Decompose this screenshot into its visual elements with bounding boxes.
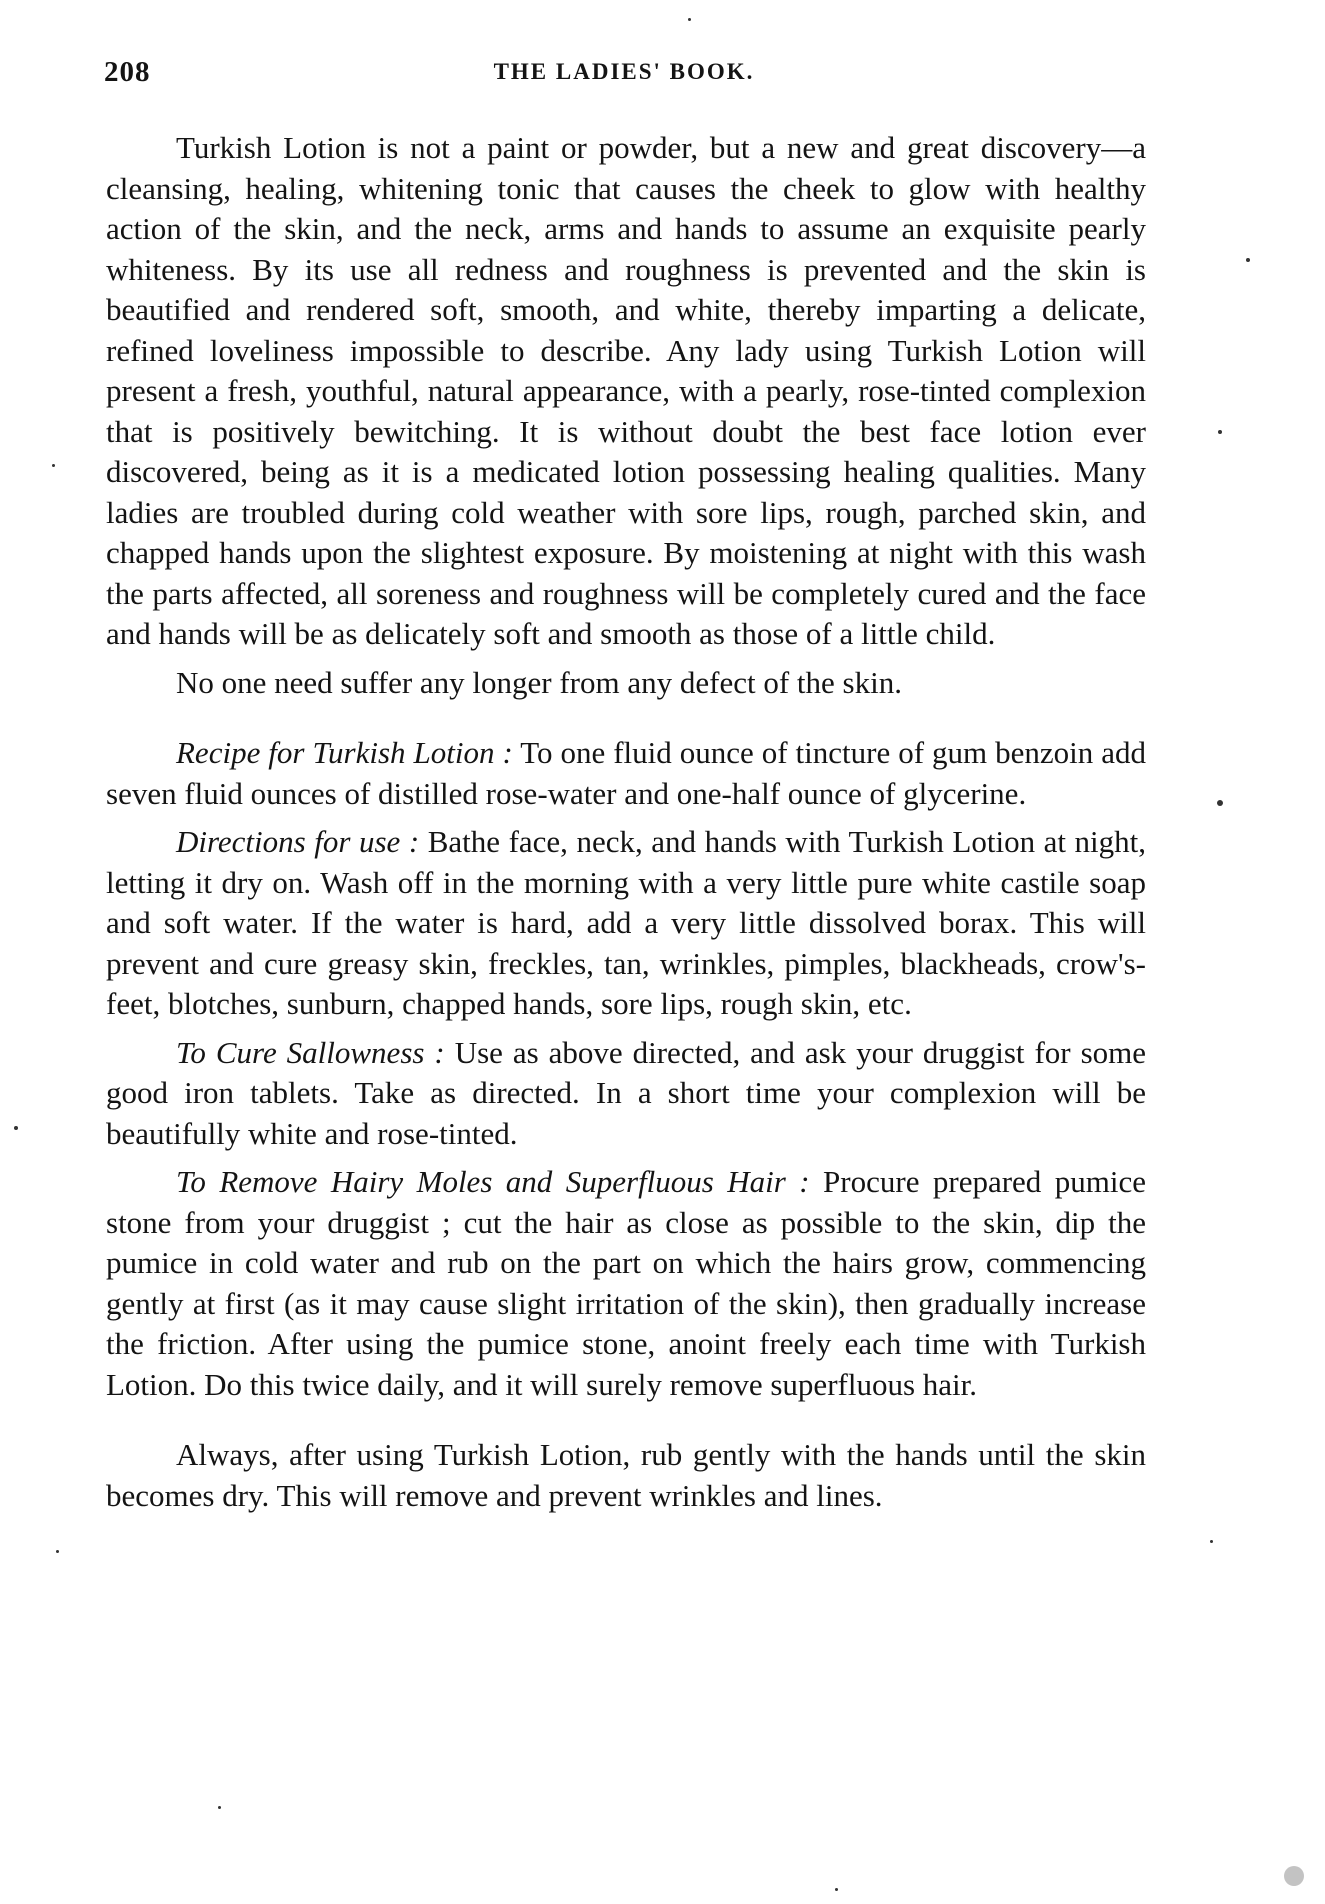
recipe-heading: Recipe for Turkish Lotion : bbox=[176, 735, 513, 770]
recipe-text: To one fluid ounce of tincture of gum benzoin add seven fluid ounces of distilled rose-water and one-half ounce of glycerine. bbox=[106, 735, 1146, 811]
sallowness-text: Use as above directed, and ask your druggist for some good iron tablets. Take as directed. In a short time your complexion will be beautifully white and rose-tinted. bbox=[106, 1034, 1147, 1151]
paragraph-sallowness bbox=[106, 1033, 1146, 1155]
scan-speck bbox=[1210, 1540, 1213, 1543]
scan-speck bbox=[56, 1550, 59, 1553]
paragraph-always: Always, after using Turkish Lotion, rub gently with the hands until the skin becomes dry. This will remove and prevent wrinkles and lines. bbox=[106, 1437, 1146, 1513]
moles-heading: To Remove Hairy Moles and Superfluous Hair : bbox=[176, 1164, 810, 1199]
scan-speck bbox=[688, 18, 691, 21]
directions-heading: Directions for use : bbox=[176, 824, 420, 859]
scan-speck bbox=[1218, 430, 1222, 434]
scan-speck bbox=[1284, 1866, 1304, 1886]
page-body bbox=[106, 128, 1146, 1516]
page-number: 208 bbox=[104, 56, 151, 88]
scan-speck bbox=[14, 1126, 18, 1130]
scan-speck bbox=[1246, 258, 1250, 262]
paragraph-intro: Turkish Lotion is not a paint or powder, but a new and great discovery—a cleansing, healing, whitening tonic that causes the cheek to glow with healthy action of the skin, and the neck, arms and hands to assume an exquisite pearly whiteness. By its use all redness and roughness is prevented and the skin is beautified and rendered soft, smooth, and white, thereby imparting a delicate, refined loveliness impossible to describe. Any lady using Turkish Lotion will present a fresh, youthful, natural appearance, with a pearly, rose-tinted complexion that is positively bewitching. It is without doubt the best face lotion ever discovered, being as it is a medicated lotion possessing healing qualities. Many ladies are troubled during cold weather with sore lips, rough, parched skin, and chapped hands upon the slightest exposure. By moistening at night with this wash the parts affected, all soreness and roughness will be completely cured and the face and hands will be as delicately soft and smooth as those of a little child. bbox=[106, 130, 1146, 651]
paragraph-no-one: No one need suffer any longer from any defect of the skin. bbox=[176, 664, 902, 700]
scan-speck bbox=[1217, 800, 1223, 806]
paragraph-recipe bbox=[106, 733, 1146, 814]
running-head bbox=[104, 56, 1144, 96]
scan-speck bbox=[218, 1806, 221, 1809]
directions-text: Bathe face, neck, and hands with Turkish Lotion at night, letting it dry on. Wash off in the morning with a very little pure white castile soap and soft water. If the water is hard, add a very little dissolved borax. This will prevent and cure greasy skin, freckles, tan, wrinkles, pimples, blackheads, crow's-feet, blotches, sunburn, chapped hands, sore lips, rough skin, etc. bbox=[106, 824, 1147, 1021]
moles-text: Procure prepared pumice stone from your druggist ; cut the hair as close as possible to the skin, dip the pumice in cold water and rub on the part on which the hairs grow, commencing gently at first (as it may cause slight irritation of the skin), then gradually increase the friction. After using the pumice stone, anoint freely each time with Turkish Lotion. Do this twice daily, and it will surely remove superfluous hair. bbox=[106, 1164, 1146, 1402]
paragraph-moles bbox=[106, 1162, 1146, 1405]
sallowness-heading: To Cure Sallowness : bbox=[176, 1034, 445, 1070]
scan-speck bbox=[52, 464, 55, 467]
scan-speck bbox=[835, 1888, 838, 1891]
book-title: THE LADIES' BOOK. bbox=[493, 59, 755, 84]
paragraph-directions bbox=[106, 822, 1146, 1025]
